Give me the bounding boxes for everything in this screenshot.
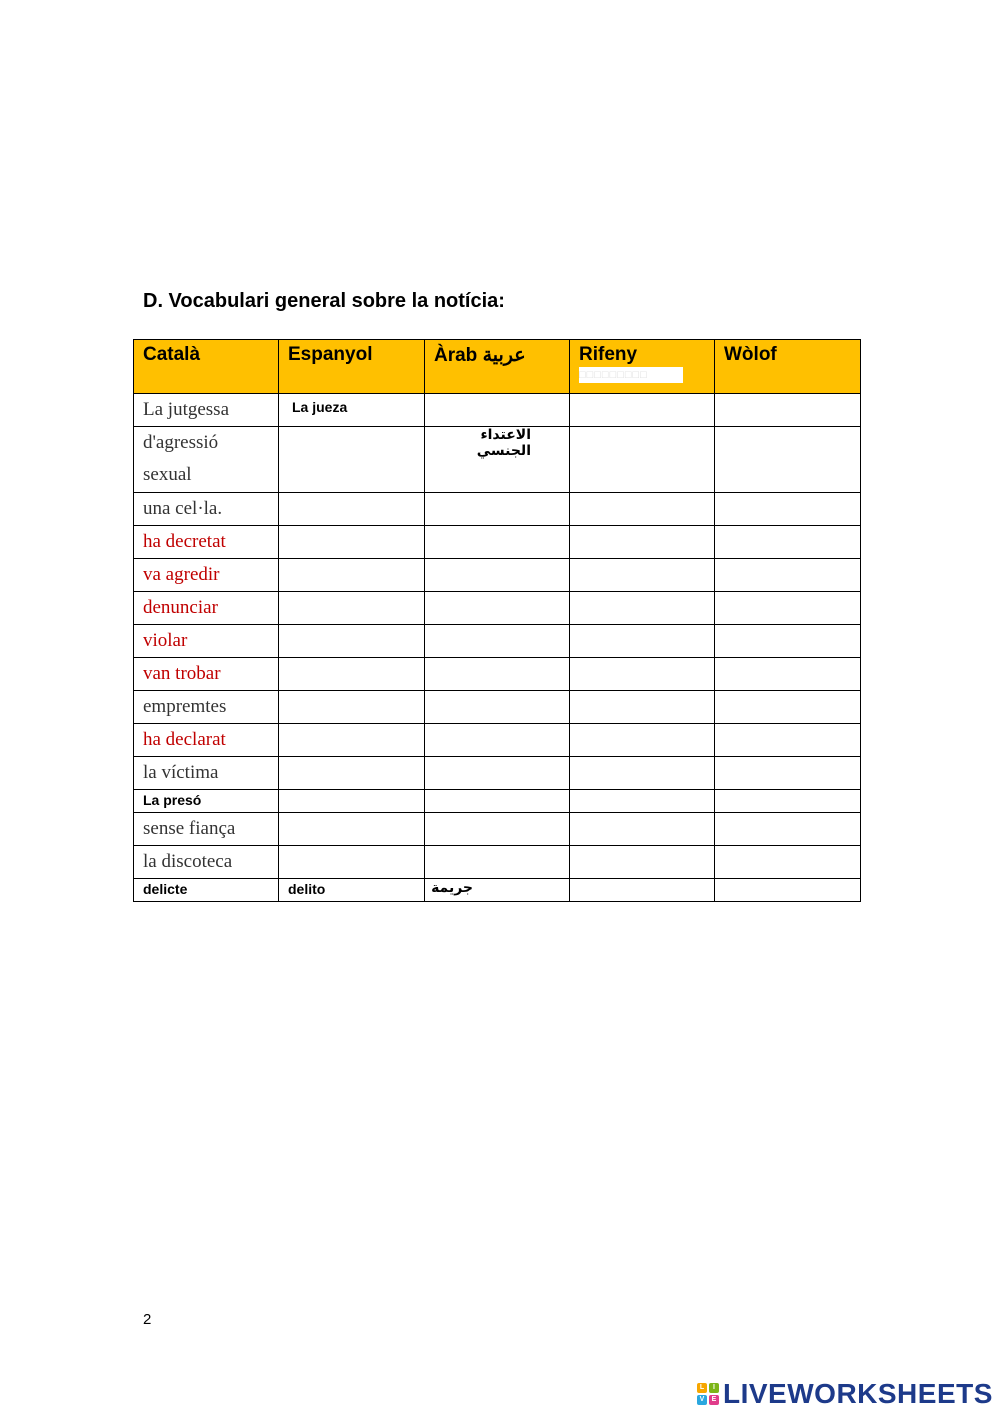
cell-wolof[interactable] [715, 394, 861, 427]
cell-espanyol[interactable] [279, 757, 425, 790]
table-row [134, 658, 861, 691]
header-rifeny-label: Rifeny [579, 344, 638, 365]
cell-arab[interactable]: الاعتداء الجنسي [425, 427, 570, 493]
cell-arab[interactable] [425, 813, 570, 846]
table-row [134, 526, 861, 559]
cell-espanyol[interactable] [279, 691, 425, 724]
cell-arab[interactable] [425, 790, 570, 813]
table-row [134, 592, 861, 625]
cell-catala: d'agressió sexual [134, 427, 279, 493]
cell-rifeny[interactable] [570, 427, 715, 493]
cell-wolof[interactable] [715, 427, 861, 493]
cell-wolof[interactable] [715, 526, 861, 559]
cell-catala: sense fiança [134, 813, 279, 846]
section-heading: D. Vocabulari general sobre la notícia: [143, 290, 505, 312]
cell-arab[interactable] [425, 394, 570, 427]
cell-rifeny[interactable] [570, 757, 715, 790]
cell-wolof[interactable] [715, 493, 861, 526]
logo-text: LIVEWORKSHEETS [723, 1378, 993, 1409]
header-espanyol: Espanyol [279, 340, 425, 394]
cell-rifeny[interactable] [570, 691, 715, 724]
cell-espanyol[interactable] [279, 493, 425, 526]
cell-catala: la víctima [134, 757, 279, 790]
logo-mark-e: E [709, 1395, 719, 1405]
vocabulary-table [133, 339, 861, 902]
cell-catala: ha decretat [134, 526, 279, 559]
table-row [134, 394, 861, 427]
cell-wolof[interactable] [715, 879, 861, 902]
cell-wolof[interactable] [715, 592, 861, 625]
cell-rifeny[interactable] [570, 493, 715, 526]
cell-catala: empremtes [134, 691, 279, 724]
cell-wolof[interactable] [715, 757, 861, 790]
cell-catala: La presó [134, 790, 279, 813]
cell-wolof[interactable] [715, 658, 861, 691]
cell-arab[interactable] [425, 757, 570, 790]
header-wolof: Wòlof [715, 340, 861, 394]
cell-catala: La jutgessa [134, 394, 279, 427]
table-row [134, 427, 861, 493]
cell-wolof[interactable] [715, 846, 861, 879]
cell-catala: va agredir [134, 559, 279, 592]
logo-mark-i: I [709, 1383, 719, 1393]
table-row [134, 691, 861, 724]
table-header-row [134, 340, 861, 394]
cell-wolof[interactable] [715, 724, 861, 757]
cell-arab[interactable] [425, 592, 570, 625]
table-row [134, 724, 861, 757]
cell-rifeny[interactable] [570, 813, 715, 846]
cell-espanyol[interactable] [279, 592, 425, 625]
cell-wolof[interactable] [715, 813, 861, 846]
table-row [134, 846, 861, 879]
header-catala: Català [134, 340, 279, 394]
cell-espanyol[interactable] [279, 559, 425, 592]
table-row [134, 757, 861, 790]
cell-catala: la discoteca [134, 846, 279, 879]
table-row [134, 493, 861, 526]
cell-espanyol[interactable] [279, 724, 425, 757]
cell-rifeny[interactable] [570, 625, 715, 658]
cell-espanyol[interactable] [279, 846, 425, 879]
table-row [134, 559, 861, 592]
cell-catala: delicte [134, 879, 279, 902]
cell-arab[interactable] [425, 846, 570, 879]
header-rifeny [570, 340, 715, 394]
cell-rifeny[interactable] [570, 526, 715, 559]
cell-espanyol[interactable] [279, 658, 425, 691]
cell-arab[interactable] [425, 625, 570, 658]
header-arab: Àrab عربية [425, 340, 570, 394]
cell-catala: violar [134, 625, 279, 658]
cell-rifeny[interactable] [570, 724, 715, 757]
cell-rifeny[interactable] [570, 592, 715, 625]
cell-rifeny[interactable] [570, 559, 715, 592]
cell-rifeny[interactable] [570, 658, 715, 691]
cell-espanyol[interactable] [279, 526, 425, 559]
cell-rifeny[interactable] [570, 394, 715, 427]
cell-rifeny[interactable] [570, 790, 715, 813]
logo-mark-v: V [697, 1395, 707, 1405]
cell-rifeny[interactable] [570, 879, 715, 902]
cell-rifeny[interactable] [570, 846, 715, 879]
logo-mark-icon [697, 1383, 719, 1405]
cell-wolof[interactable] [715, 625, 861, 658]
cell-catala: ha declarat [134, 724, 279, 757]
cell-arab[interactable] [425, 493, 570, 526]
cell-arab[interactable] [425, 559, 570, 592]
cell-wolof[interactable] [715, 559, 861, 592]
cell-arab[interactable]: جريمة [425, 879, 570, 902]
table-row [134, 790, 861, 813]
cell-arab[interactable] [425, 724, 570, 757]
cell-espanyol[interactable]: La jueza [279, 394, 425, 427]
cell-arab[interactable] [425, 526, 570, 559]
cell-catala: denunciar [134, 592, 279, 625]
page-number: 2 [143, 1311, 152, 1328]
cell-espanyol[interactable] [279, 625, 425, 658]
table-row [134, 813, 861, 846]
cell-wolof[interactable] [715, 790, 861, 813]
liveworksheets-logo [697, 1377, 993, 1411]
cell-espanyol[interactable] [279, 813, 425, 846]
cell-arab[interactable] [425, 691, 570, 724]
table-row [134, 625, 861, 658]
cell-wolof[interactable] [715, 691, 861, 724]
cell-espanyol[interactable]: delito [279, 879, 425, 902]
logo-mark-l: L [697, 1383, 707, 1393]
cell-catala: van trobar [134, 658, 279, 691]
cell-arab[interactable] [425, 658, 570, 691]
cell-espanyol[interactable] [279, 427, 425, 493]
rifeny-missing-glyphs: □□□□□□□□□ [579, 367, 683, 383]
cell-catala: una cel·la. [134, 493, 279, 526]
table-row [134, 879, 861, 902]
cell-espanyol[interactable] [279, 790, 425, 813]
